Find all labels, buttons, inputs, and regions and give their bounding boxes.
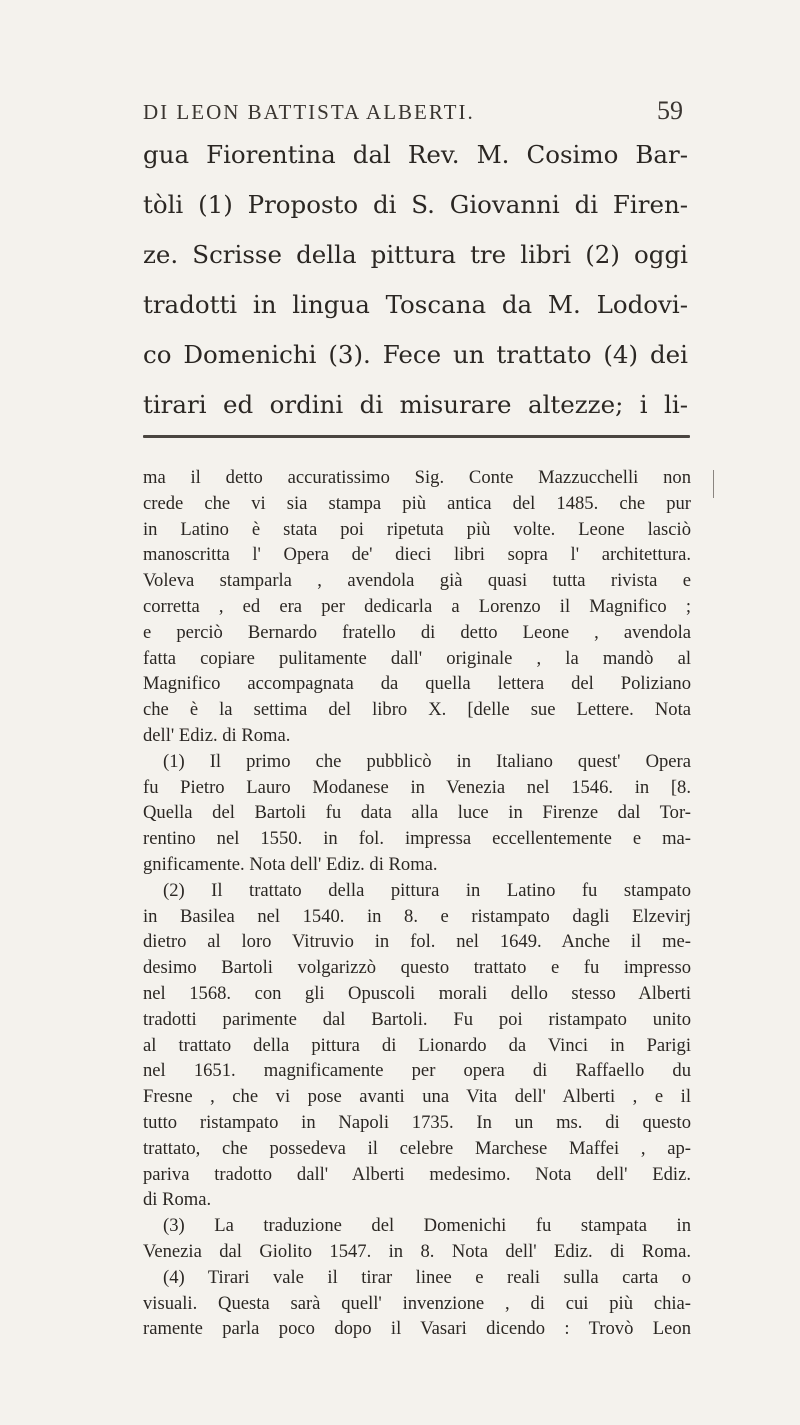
footnote-line: tutto ristampato in Napoli 1735. In un ms. di questo: [143, 1111, 691, 1133]
footnote-line: trattato, che possedeva il celebre Marchese Maffei , ap-: [143, 1137, 691, 1159]
page-number: 59: [657, 96, 683, 125]
footnote-line: visuali. Questa sarà quell' invenzione , di cui più chia-: [143, 1292, 691, 1314]
main-text-line: gua Fiorentina dal Rev. M. Cosimo Bar-: [143, 140, 688, 169]
footnote-line: in Basilea nel 1540. in 8. e ristampato dagli Elzevirj: [143, 905, 691, 927]
footnote-line: (3) La traduzione del Domenichi fu stampata in: [163, 1215, 691, 1237]
main-text-line: tradotti in lingua Toscana da M. Lodovi-: [143, 290, 688, 319]
footnotes-block: [143, 465, 691, 1342]
footnote-line: dietro al loro Vitruvio in fol. nel 1649. Anche il me-: [143, 931, 691, 953]
footnote-line: e perciò Bernardo fratello di detto Leone , avendola: [143, 621, 691, 643]
footnote-line: crede che vi sia stampa più antica del 1485. che pur: [143, 492, 691, 514]
main-text-line: co Domenichi (3). Fece un trattato (4) dei: [143, 340, 688, 369]
footnote-line: che è la settima del libro X. [delle sue Lettere. Nota: [143, 699, 691, 721]
footnote-line: (4) Tirari vale il tirar linee e reali sulla carta o: [163, 1266, 691, 1288]
running-title: DI LEON BATTISTA ALBERTI.: [143, 100, 475, 124]
footnote-line: dell' Ediz. di Roma.: [143, 724, 291, 746]
footnote-line: rentino nel 1550. in fol. impressa eccellentemente e ma-: [143, 828, 691, 850]
footnote-line: di Roma.: [143, 1189, 212, 1211]
main-text-line: ze. Scrisse della pittura tre libri (2) oggi: [143, 240, 688, 269]
footnote-line: Quella del Bartoli fu data alla luce in Firenze dal Tor-: [143, 802, 691, 824]
footnote-line: (1) Il primo che pubblicò in Italiano quest' Opera: [163, 750, 691, 772]
footnote-line: Voleva stamparla , avendola già quasi tutta rivista e: [143, 570, 691, 592]
running-head: [143, 90, 683, 132]
footnote-line: nel 1568. con gli Opuscoli morali dello stesso Alberti: [143, 982, 691, 1004]
footnote-line: Fresne , che vi pose avanti una Vita dell' Alberti , e il: [143, 1086, 691, 1108]
footnote-line: Magnifico accompagnata da quella lettera del Poliziano: [143, 673, 691, 695]
main-text-block: [143, 130, 688, 430]
footnote-line: nel 1651. magnificamente per opera di Raffaello du: [143, 1060, 691, 1082]
footnote-line: corretta , ed era per dedicarla a Lorenzo il Magnifico ;: [143, 595, 691, 617]
footnote-line: pariva tradotto dall' Alberti medesimo. Nota dell' Ediz.: [143, 1163, 691, 1185]
footnote-line: desimo Bartoli volgarizzò questo trattato e fu impresso: [143, 957, 691, 979]
footnote-line: gnificamente. Nota dell' Ediz. di Roma.: [143, 853, 438, 875]
footnote-line: ma il detto accuratissimo Sig. Conte Mazzucchelli non: [143, 467, 691, 488]
footnote-line: ramente parla poco dopo il Vasari dicendo : Trovò Leon: [143, 1318, 691, 1340]
footnote-line: fatta copiare pulitamente dall' originale , la mandò al: [143, 647, 691, 669]
footnote-line: in Latino è stata poi ripetuta più volte. Leone lasciò: [143, 518, 691, 540]
footnote-separator-rule: [143, 435, 690, 438]
footnote-line: fu Pietro Lauro Modanese in Venezia nel 1546. in [8.: [143, 776, 691, 798]
footnote-line: manoscritta l' Opera de' dieci libri sopra l' architettura.: [143, 544, 691, 566]
margin-tick-mark: [713, 470, 714, 498]
main-text-line: tòli (1) Proposto di S. Giovanni di Firen-: [143, 190, 688, 219]
footnote-line: al trattato della pittura di Lionardo da Vinci in Parigi: [143, 1034, 691, 1056]
footnote-line: tradotti parimente dal Bartoli. Fu poi ristampato unito: [143, 1008, 691, 1030]
main-text-line: tirari ed ordini di misurare altezze; i li-: [143, 390, 688, 419]
footnote-line: Venezia dal Giolito 1547. in 8. Nota dell' Ediz. di Roma.: [143, 1240, 691, 1262]
footnote-line: (2) Il trattato della pittura in Latino fu stampato: [163, 879, 691, 901]
